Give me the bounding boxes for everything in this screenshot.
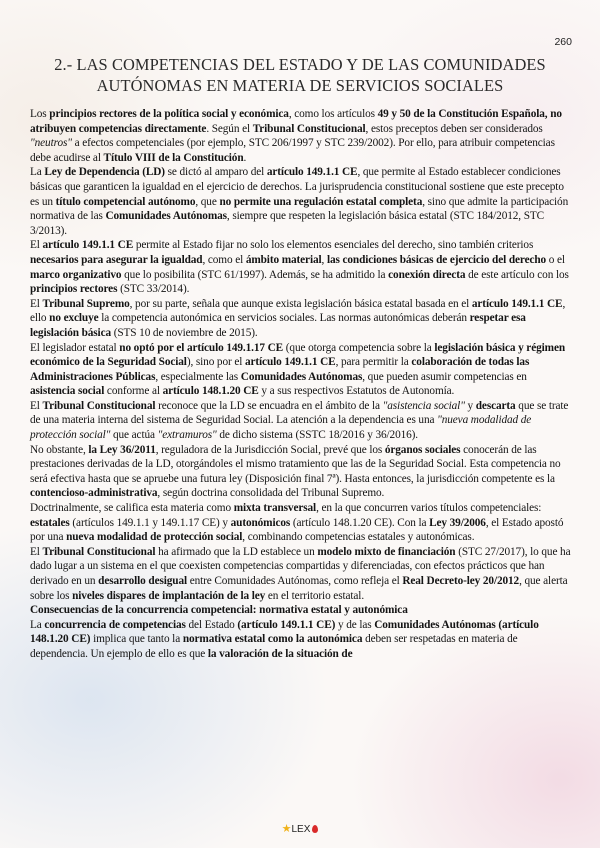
bold-text: normativa estatal como la autonómica [182, 633, 363, 646]
paragraph [30, 341, 572, 399]
star-icon: ★ [281, 823, 292, 835]
text-run: , que pueden asumir competencias en [362, 370, 527, 383]
bold-text: 49 y 50 de la Constitución Española, no atribuyen competencias directamente [30, 108, 562, 135]
bold-text: asistencia social [30, 385, 105, 398]
text-run: El [30, 297, 43, 310]
document-body [30, 107, 572, 662]
bold-text: Tribunal Constitucional [252, 122, 366, 135]
text-run: en el territorio estatal. [265, 589, 365, 602]
text-run: . Según el [206, 122, 253, 135]
paragraph [30, 297, 572, 341]
text-run: implica que tanto la [90, 633, 183, 646]
bold-text: Real Decreto-ley 20/2012 [402, 575, 520, 587]
bold-text: estatales [30, 516, 70, 529]
text-run: de dicho sistema (SSTC 18/2016 y 36/2016). [216, 429, 418, 442]
text-run: El [30, 545, 43, 558]
bold-text: la Ley 36/2011 [88, 443, 156, 456]
bold-text: mixta transversal [233, 502, 317, 515]
text-run: , según doctrina consolidada del Tribunal Supremo. [157, 487, 385, 500]
section-title [20, 54, 580, 96]
bold-text: Comunidades Autónomas (artículo 148.1.20 CE) [30, 618, 539, 646]
text-run: , ello [30, 297, 566, 325]
bold-text: modelo mixto de financiación [317, 545, 456, 558]
bold-text: Tribunal Supremo [42, 297, 130, 310]
text-run: reconoce que la LD se encuadra en el ámbito de la [155, 399, 383, 412]
bold-text: Comunidades Autónomas [240, 370, 363, 383]
bold-text: no optó por el artículo 149.1.17 CE [119, 341, 284, 354]
text-run: Doctrinalmente, se califica esta materia como [30, 502, 234, 515]
bold-text: la valoración de la situación de [207, 647, 353, 660]
text-run: y a sus respectivos Estatutos de Autonomía. [258, 385, 455, 398]
bold-text: marco organizativo [30, 268, 122, 281]
text-run: El [30, 399, 43, 412]
text-run: la competencia autonómica en servicios sociales. Las normas autonómicas deberán [98, 312, 470, 325]
paragraph [30, 501, 572, 545]
text-run: La [30, 618, 45, 631]
text-run: , que [195, 195, 220, 208]
text-run: que se trate de una materia interna del sistema de Seguridad Social. La atención a la dependencia es una [30, 399, 569, 427]
text-run: El [30, 239, 43, 252]
text-run: , como el [202, 253, 246, 266]
section-title-line-2: AUTÓNOMAS EN MATERIA DE SERVICIOS SOCIALES [96, 76, 504, 95]
bold-text: descarta [475, 399, 516, 412]
text-run: (artículos 149.1.1 y 149.1.17 CE) y [69, 516, 231, 529]
page-number: 260 [554, 36, 572, 48]
paragraph [30, 603, 572, 618]
text-run: , siempre que respeten la legislación básica estatal (STC 184/2012, STC 3/2013). [30, 210, 545, 237]
paragraph [30, 443, 572, 501]
bold-text: niveles dispares de implantación de la ley [72, 589, 266, 602]
text-run: , [321, 253, 327, 266]
italic-text: "nueva modalidad de protección social" [30, 414, 532, 442]
text-run: ), sino por el [186, 356, 245, 369]
text-run: , por su parte, señala que aunque exista legislación básica estatal basada en el [129, 297, 472, 310]
bold-text: no permite una regulación estatal completa [219, 195, 423, 208]
text-run: conforme al [104, 385, 163, 398]
text-run: y de las [335, 618, 375, 631]
section-title-line-1: 2.- LAS COMPETENCIAS DEL ESTADO Y DE LAS COMUNIDADES [54, 55, 546, 74]
text-run: , el Estado apostó por una [30, 516, 564, 544]
bold-text: Tribunal Constitucional [42, 399, 156, 412]
drop-icon [312, 825, 318, 833]
bold-text: artículo 149.1.1 CE [42, 239, 134, 252]
italic-text: "asistencia social" [382, 399, 465, 412]
text-run: , especialmente las [155, 370, 241, 383]
italic-text: "extramuros" [157, 429, 217, 442]
bold-text: respetar esa legislación básica [30, 312, 526, 339]
text-run: conocerán de las prestaciones derivadas de la LD, otorgándoles el mismo tratamiento que las de la Seguridad Social. Esta competencia no será efectiva hasta que se apruebe una futura ley (Disposición final 7ª). Hasta entonces, la jurisdicción competente es la [30, 443, 561, 485]
text-run: La [30, 166, 45, 179]
text-run: del Estado [185, 618, 238, 631]
bold-text: principios rectores [30, 283, 118, 296]
bold-text: ámbito material [245, 253, 322, 266]
text-run: de este artículo con los [465, 268, 569, 281]
text-run: deben ser respetadas en materia de dependencia. Un ejemplo de ello es que [30, 633, 518, 660]
bold-text: conexión directa [388, 268, 466, 281]
bold-text: Título VIII de la Constitución [103, 151, 244, 164]
bold-text: artículo 149.1.1 CE [471, 297, 563, 310]
text-run: (STS 10 de noviembre de 2015). [111, 326, 258, 339]
text-run: o el [546, 253, 565, 266]
footer-logo [0, 822, 600, 835]
italic-text: "neutros" [30, 137, 72, 150]
text-run: y [464, 399, 476, 412]
paragraph [30, 545, 572, 603]
text-run: (STC 27/2017), lo que ha dado lugar a un sistema en el que coexisten competencias compartidas y diferenciadas, con efectos prácticos que han derivado en un [30, 545, 571, 587]
bold-text: artículo 149.1.1 CE [266, 166, 358, 179]
paragraph [30, 165, 572, 238]
bold-text: Ley de Dependencia (LD) [44, 166, 165, 179]
bold-text: artículo 149.1.1 CE [244, 356, 336, 369]
paragraph [30, 238, 572, 296]
bold-text: legislación básica y régimen económico de la Seguridad Social [30, 341, 565, 369]
text-run: El legislador estatal [30, 341, 120, 354]
text-run: , combinando competencias estatales y autonómicas. [242, 531, 475, 544]
paragraph [30, 399, 572, 443]
bold-text: Consecuencias de la concurrencia competencial: normativa estatal y autonómica [30, 604, 408, 617]
text-run: permite al Estado fijar no solo los elementos esenciales del derecho, sino también criterios [133, 239, 534, 252]
text-run: (artículo 148.1.20 CE). Con la [290, 516, 430, 529]
bold-text: título competencial autónomo [55, 195, 196, 208]
text-run: , estos preceptos deben ser considerados [365, 122, 543, 135]
bold-text: no excluye [49, 312, 99, 325]
bold-text: necesarios para asegurar la igualdad [30, 253, 203, 266]
bold-text: colaboración de todas las Administraciones Públicas [30, 356, 530, 383]
text-run: Los [30, 108, 50, 120]
text-run: . [243, 151, 247, 164]
paragraph [30, 618, 572, 662]
bold-text: Comunidades Autónomas [105, 210, 227, 223]
bold-text: artículo 148.1.20 CE [162, 385, 259, 398]
bold-text: principios rectores de la política social y económica [49, 108, 289, 120]
text-run: (que otorga competencia sobre la [283, 341, 435, 354]
bold-text: desarrollo desigual [98, 575, 187, 587]
text-run: , para permitir la [335, 356, 412, 369]
text-run: , que alerta sobre los [30, 575, 568, 602]
bold-text: contencioso-administrativa [30, 487, 158, 500]
bold-text: órganos sociales [384, 443, 461, 456]
text-run: , que permite al Estado establecer condiciones básicas que garanticen la igualdad en el ejercicio de derechos. La jurisprudencia constitucional sostiene que este precepto es un [30, 166, 564, 208]
footer-logo-text: LEX [291, 824, 311, 835]
bold-text: (artículo 149.1.1 CE) [237, 618, 336, 631]
bold-text: concurrencia de competencias [44, 618, 186, 631]
text-run: , reguladora de la Jurisdicción Social, prevé que los [155, 443, 385, 456]
text-run: a efectos competenciales (por ejemplo, STC 206/1997 y STC 239/2002). Por ello, para atribuir competencias debe acudirse al [30, 137, 555, 164]
bold-text: las condiciones básicas de ejercicio del derecho [326, 253, 547, 266]
text-run: se dictó al amparo del [164, 166, 267, 179]
text-run: que actúa [110, 429, 158, 442]
bold-text: Tribunal Constitucional [42, 545, 156, 558]
text-run: No obstante, [30, 443, 89, 456]
text-run: , sino que admite la participación normativa de las [30, 195, 569, 223]
bold-text: Ley 39/2006 [429, 516, 486, 529]
text-run: , en la que concurren varios títulos competenciales: [316, 502, 542, 515]
text-run: , como los artículos [288, 108, 378, 120]
text-run: (STC 33/2014). [117, 283, 190, 296]
paragraph [30, 107, 572, 165]
text-run: ha afirmado que la LD establece un [155, 545, 318, 558]
bold-text: nueva modalidad de protección social [66, 531, 243, 544]
text-run: que lo posibilita (STC 61/1997). Además, se ha admitido la [121, 268, 389, 281]
text-run: entre Comunidades Autónomas, como refleja el [187, 575, 403, 587]
bold-text: autonómicos [230, 516, 291, 529]
